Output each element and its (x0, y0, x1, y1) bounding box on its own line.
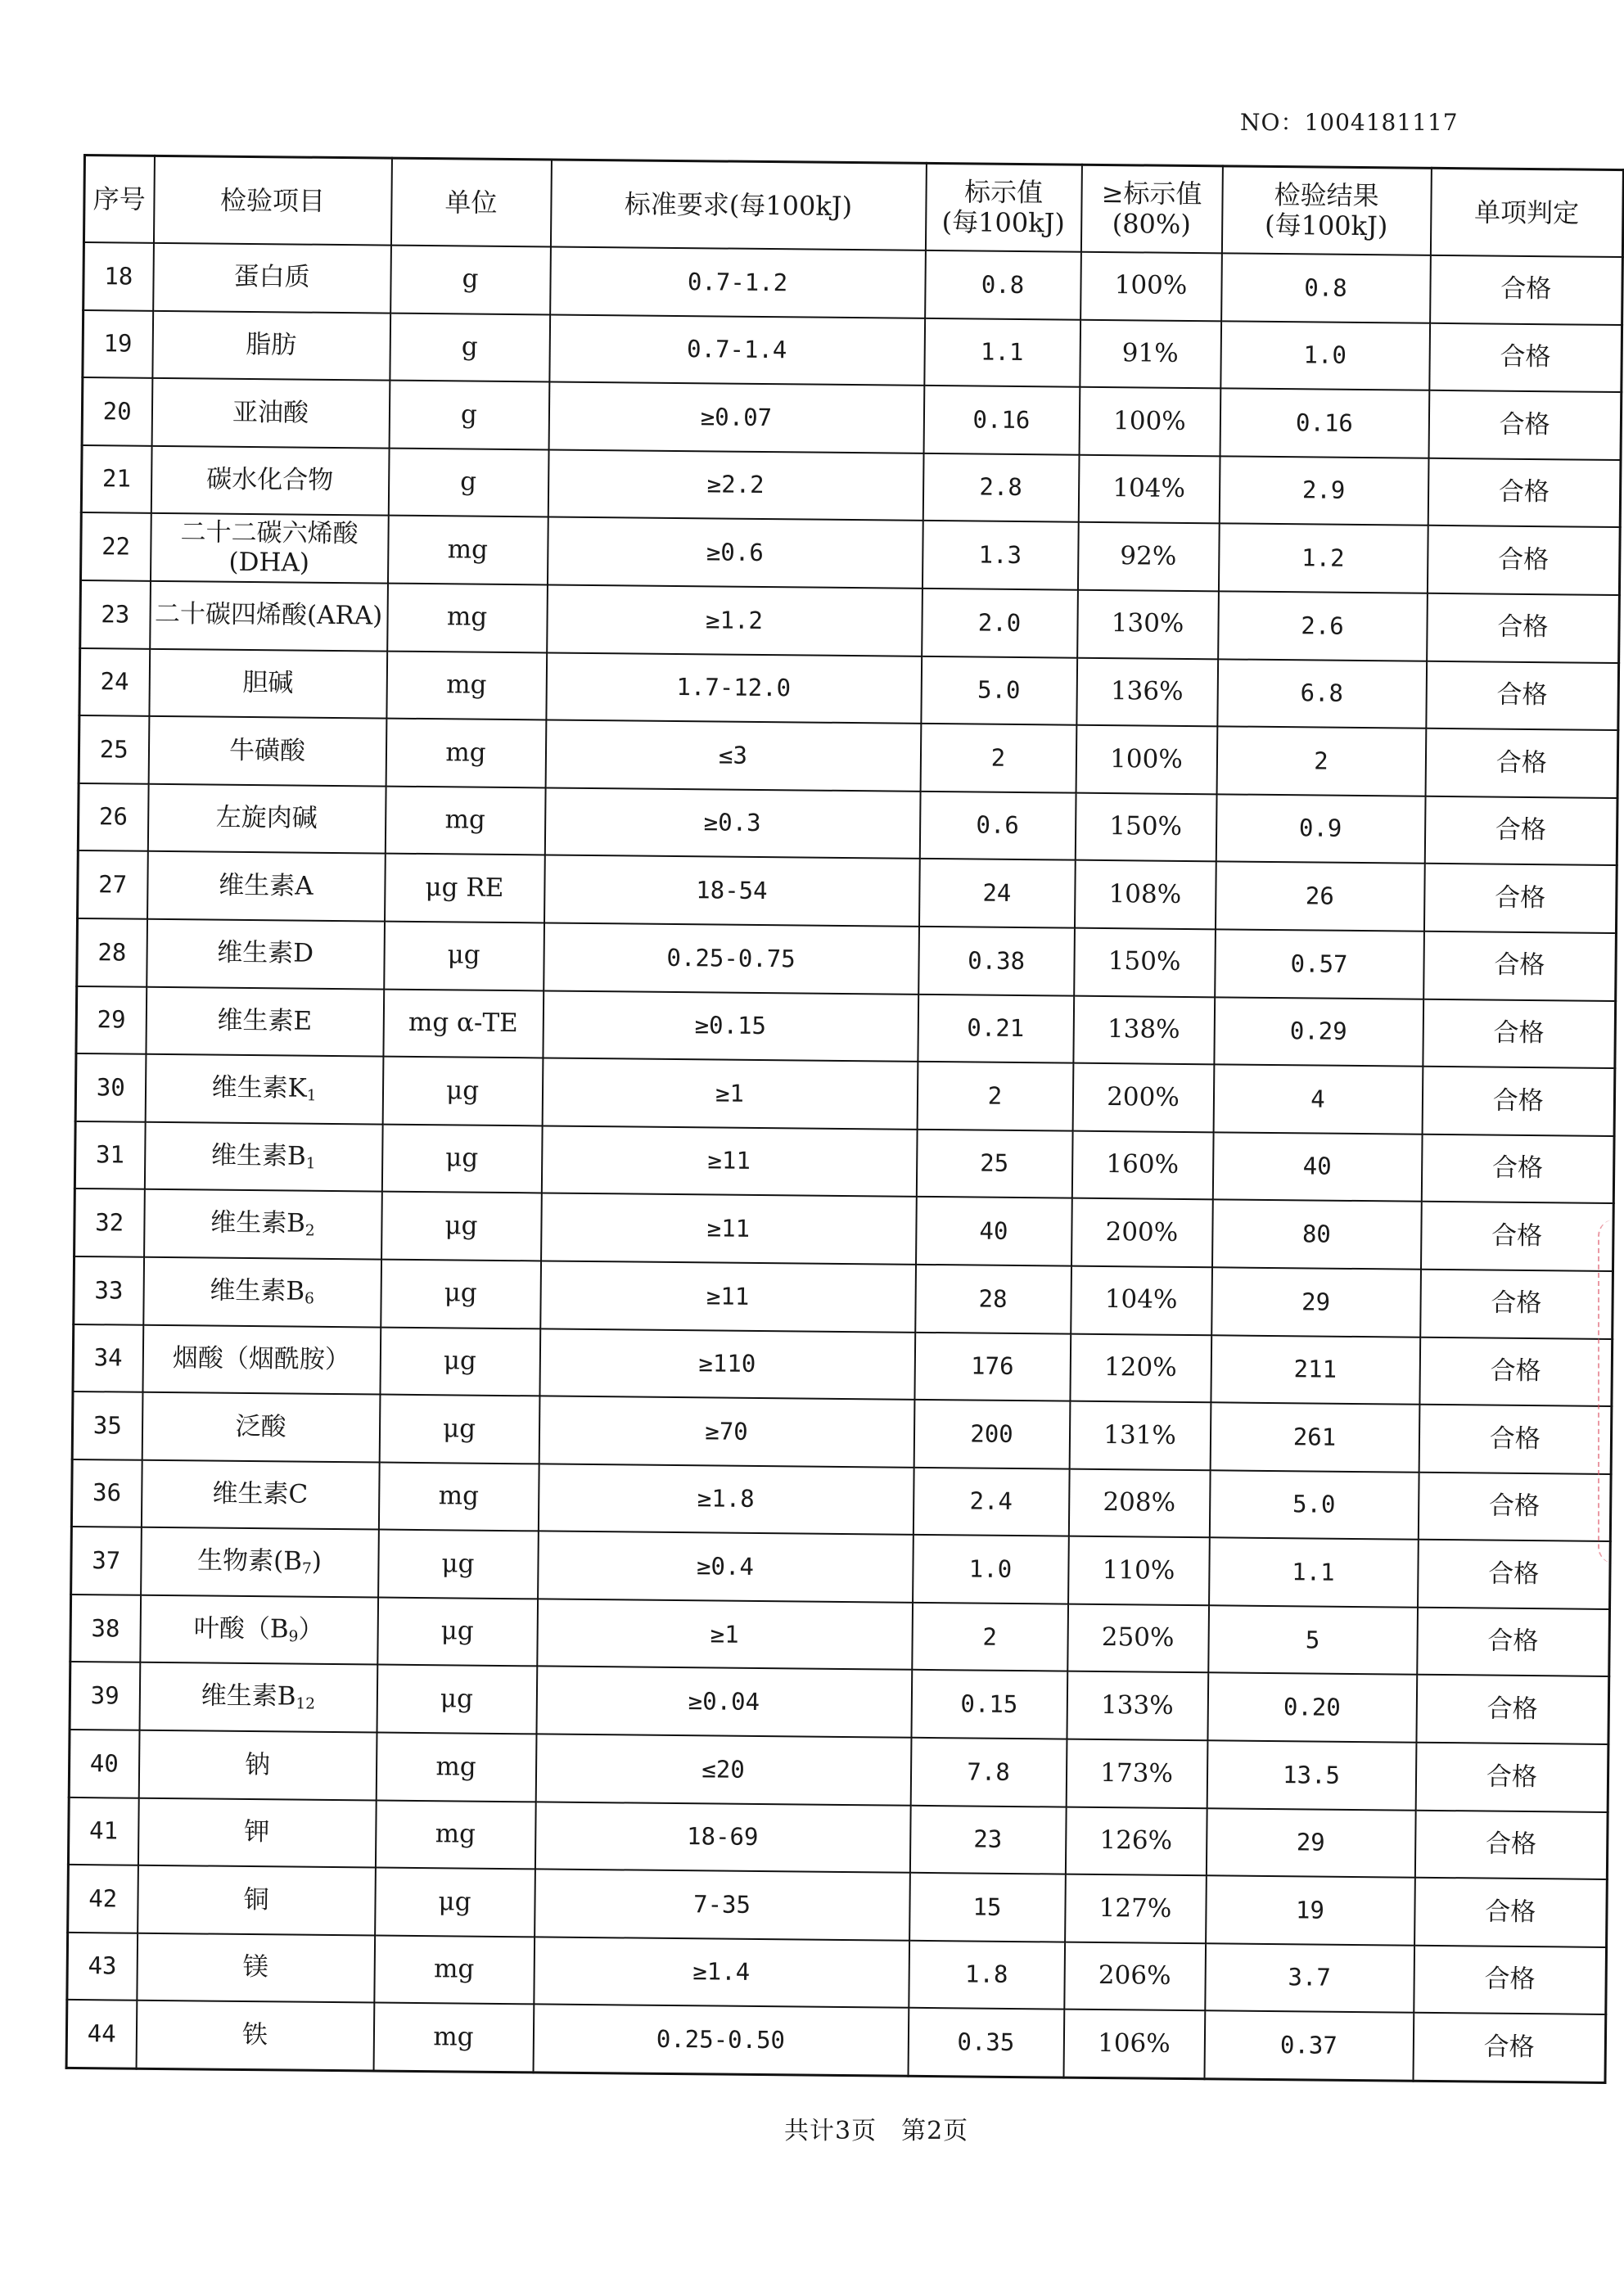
row-item (141, 1527, 379, 1597)
row-item (138, 1798, 376, 1867)
row-standard: ≥0.15 (543, 990, 918, 1062)
item-name: 胆碱 (242, 667, 294, 698)
row-result: 261 (1210, 1402, 1419, 1472)
row-item (151, 378, 390, 448)
row-result: 0.8 (1221, 253, 1431, 323)
row-ge-percent: 136% (1076, 657, 1218, 726)
row-ge-percent: 208% (1068, 1468, 1210, 1537)
row-result: 0.37 (1204, 2011, 1414, 2082)
row-ge-percent: 126% (1065, 1807, 1207, 1875)
row-item (151, 446, 389, 516)
row-result: 0.57 (1215, 929, 1424, 999)
row-result: 5.0 (1209, 1470, 1419, 1540)
row-seq: 31 (74, 1121, 145, 1189)
row-unit: μg RE (385, 854, 545, 922)
row-seq: 19 (83, 310, 153, 378)
item-name: 叶酸（B (193, 1613, 289, 1644)
row-item (147, 784, 386, 854)
row-label-value: 1.8 (909, 1941, 1065, 2010)
row-result: 0.16 (1220, 389, 1429, 458)
item-name: 维生素C (212, 1478, 309, 1509)
row-ge-percent: 108% (1074, 860, 1216, 929)
row-label-value: 15 (909, 1873, 1066, 1942)
table-row (66, 2000, 1606, 2082)
item-name: 二十碳四烯酸(ARA) (154, 599, 383, 631)
row-ge-percent: 130% (1077, 590, 1219, 659)
row-result: 2.6 (1218, 591, 1428, 661)
row-judgement: 合格 (1414, 1878, 1608, 1947)
row-standard: 7-35 (535, 1870, 910, 1941)
row-judgement: 合格 (1419, 1337, 1613, 1406)
row-unit: μg (375, 1868, 535, 1937)
row-standard: ≥1.2 (547, 584, 923, 656)
row-judgement: 合格 (1423, 999, 1616, 1068)
row-judgement: 合格 (1428, 458, 1621, 528)
row-judgement: 合格 (1426, 661, 1619, 730)
row-item (140, 1595, 378, 1665)
item-subscript: 1 (305, 1154, 316, 1172)
row-label-value: 2 (912, 1603, 1068, 1671)
row-ge-percent: 250% (1067, 1604, 1209, 1673)
row-seq: 20 (82, 377, 152, 445)
row-seq: 30 (75, 1053, 146, 1121)
row-judgement: 合格 (1427, 593, 1620, 663)
row-ge-percent: 200% (1071, 1198, 1213, 1267)
row-ge-percent: 100% (1080, 252, 1222, 321)
row-unit: g (390, 246, 551, 314)
row-label-value: 2.4 (913, 1467, 1069, 1536)
row-seq: 37 (71, 1527, 142, 1595)
header-seq: 序号 (83, 156, 154, 243)
row-item (148, 716, 386, 786)
row-ge-percent: 91% (1080, 319, 1221, 388)
item-subscript: 1 (306, 1087, 317, 1105)
row-ge-percent: 100% (1076, 725, 1217, 794)
current-page: 第2页 (901, 2117, 969, 2145)
item-name: 二十二碳六烯酸 (DHA) (180, 517, 359, 578)
row-ge-percent: 138% (1073, 995, 1215, 1064)
header-unit: 单位 (390, 158, 551, 246)
header-standard: 标准要求(每100kJ) (550, 160, 926, 250)
row-standard: ≥110 (539, 1328, 915, 1400)
row-item (139, 1662, 377, 1732)
row-result: 2 (1216, 726, 1426, 796)
row-seq: 36 (71, 1459, 142, 1527)
header-ge-label: ≥标示值 (80%) (1080, 165, 1222, 253)
header-label-value: 标示值 (每100kJ) (925, 163, 1081, 251)
row-unit: mg (378, 1462, 539, 1531)
item-name: 泛酸 (235, 1411, 286, 1442)
row-label-value: 0.38 (918, 927, 1075, 995)
row-ge-percent: 127% (1065, 1874, 1207, 1943)
item-name: 左旋肉碱 (215, 802, 318, 833)
row-label-value: 23 (909, 1805, 1066, 1874)
row-standard: ≤20 (535, 1734, 911, 1805)
row-seq: 35 (72, 1392, 142, 1459)
item-name: 镁 (242, 1952, 268, 1982)
row-standard: ≥1.4 (534, 1937, 909, 2008)
row-seq: 38 (70, 1595, 141, 1662)
row-label-value: 7.8 (910, 1738, 1067, 1807)
row-judgement: 合格 (1415, 1743, 1608, 1812)
row-judgement: 合格 (1419, 1405, 1612, 1474)
row-judgement: 合格 (1420, 1270, 1613, 1339)
row-judgement: 合格 (1414, 1810, 1608, 1879)
row-label-value: 2.8 (923, 453, 1079, 522)
row-ge-percent: 106% (1063, 2010, 1205, 2079)
item-tail: ) (311, 1546, 323, 1577)
page-footer (784, 2110, 993, 2146)
row-label-value: 0.35 (908, 2008, 1064, 2077)
row-judgement: 合格 (1429, 323, 1622, 392)
row-ge-percent: 150% (1075, 792, 1216, 861)
row-seq: 34 (73, 1324, 143, 1392)
item-name: 维生素D (217, 938, 314, 969)
item-subscript: 7 (301, 1560, 312, 1578)
row-result: 3.7 (1205, 1943, 1414, 2013)
row-standard: 0.7-1.4 (549, 314, 925, 386)
row-result: 1.2 (1218, 524, 1428, 593)
row-unit: μg (384, 922, 544, 990)
row-seq: 23 (80, 580, 151, 648)
row-result: 0.9 (1216, 794, 1425, 864)
row-item (144, 1189, 382, 1259)
row-seq: 25 (79, 715, 149, 783)
row-unit: μg (382, 1057, 543, 1125)
row-ge-percent: 133% (1067, 1671, 1208, 1740)
row-result: 2.9 (1219, 456, 1428, 526)
row-seq: 42 (68, 1865, 138, 1933)
row-seq: 29 (76, 986, 147, 1053)
row-result: 4 (1213, 1064, 1423, 1134)
item-subscript: 12 (295, 1695, 316, 1713)
row-standard: 18-69 (535, 1802, 910, 1873)
row-unit: g (390, 313, 550, 381)
row-label-value: 0.8 (925, 250, 1081, 319)
row-item (150, 513, 388, 583)
row-item (144, 1121, 382, 1191)
row-unit: mg (387, 516, 548, 584)
row-unit: μg (379, 1395, 539, 1464)
row-standard: 1.7-12.0 (546, 652, 922, 724)
row-standard: ≥11 (541, 1125, 917, 1197)
row-unit: g (388, 448, 548, 516)
total-pages: 共计3页 (784, 2117, 877, 2145)
item-name: 铜 (243, 1884, 269, 1915)
row-unit: mg (376, 1733, 536, 1802)
row-label-value: 1.1 (924, 318, 1080, 386)
item-tail: ） (298, 1614, 324, 1644)
row-result: 211 (1211, 1335, 1420, 1405)
row-standard: 0.25-0.50 (533, 2005, 909, 2076)
row-ge-percent: 200% (1072, 1063, 1214, 1132)
row-seq: 41 (68, 1798, 138, 1865)
row-item (146, 986, 384, 1056)
inspection-table-wrapper (65, 154, 1622, 2084)
row-judgement: 合格 (1422, 1067, 1615, 1136)
document-number: NO：1004181117 (1240, 109, 1459, 136)
row-result: 1.0 (1220, 321, 1430, 390)
row-standard: ≥0.3 (544, 787, 920, 859)
row-result: 40 (1212, 1132, 1422, 1202)
row-seq: 22 (80, 512, 151, 580)
row-judgement: 合格 (1428, 390, 1622, 460)
item-subscript: 2 (304, 1222, 315, 1240)
row-label-value: 2 (917, 1062, 1073, 1130)
row-judgement: 合格 (1417, 1608, 1610, 1677)
row-ge-percent: 92% (1077, 522, 1219, 591)
row-label-value: 1.0 (913, 1535, 1069, 1604)
row-unit: μg (378, 1530, 539, 1599)
row-judgement: 合格 (1418, 1540, 1611, 1609)
row-item (145, 1054, 383, 1124)
row-standard: ≥0.4 (538, 1531, 914, 1603)
row-standard: ≥0.6 (547, 517, 923, 589)
row-judgement: 合格 (1425, 728, 1618, 798)
row-seq: 21 (81, 445, 151, 513)
item-name: 生物素(B (196, 1545, 303, 1577)
row-unit: mg (387, 584, 548, 652)
seal-stamp-edge (1598, 1220, 1624, 1563)
row-judgement: 合格 (1413, 2013, 1606, 2082)
row-item (138, 1865, 376, 1935)
row-result: 29 (1206, 1808, 1415, 1878)
row-unit: μg (377, 1665, 537, 1734)
row-result: 26 (1215, 862, 1424, 931)
row-item (147, 919, 385, 989)
row-unit: μg (377, 1597, 538, 1666)
item-name: 碳水化合物 (206, 464, 334, 496)
row-ge-percent: 173% (1066, 1739, 1207, 1808)
row-ge-percent: 120% (1070, 1333, 1211, 1402)
item-name: 维生素E (217, 1005, 313, 1036)
row-label-value: 5.0 (921, 656, 1077, 724)
row-item (153, 243, 391, 313)
row-unit: mg (386, 719, 546, 787)
row-seq: 18 (83, 242, 154, 310)
row-standard: 0.25-0.75 (544, 922, 919, 994)
row-ge-percent: 104% (1071, 1266, 1212, 1335)
row-ge-percent: 206% (1064, 1942, 1206, 2010)
row-seq: 26 (78, 783, 148, 851)
row-item (136, 2001, 374, 2071)
row-unit: μg (381, 1192, 542, 1261)
header-result: 检验结果 (每100kJ) (1221, 166, 1431, 255)
row-item (142, 1392, 380, 1462)
row-judgement: 合格 (1430, 255, 1623, 325)
row-seq: 28 (77, 918, 147, 986)
row-item (138, 1730, 377, 1800)
row-result: 5 (1208, 1605, 1418, 1675)
row-label-value: 2.0 (922, 589, 1078, 657)
item-name: 钾 (244, 1817, 270, 1847)
row-seq: 44 (66, 2000, 137, 2068)
row-unit: mg α-TE (383, 989, 544, 1058)
row-judgement: 合格 (1421, 1134, 1614, 1203)
row-seq: 32 (74, 1189, 145, 1256)
row-label-value: 0.16 (923, 386, 1080, 454)
row-unit: mg (373, 2003, 534, 2073)
row-label-value: 40 (916, 1197, 1072, 1265)
item-name: 维生素B (210, 1275, 305, 1306)
row-item (147, 851, 386, 921)
row-label-value: 0.21 (918, 994, 1074, 1062)
row-item (149, 648, 387, 718)
row-ge-percent: 104% (1078, 454, 1220, 523)
row-standard: 18-54 (544, 855, 920, 927)
table-body (66, 242, 1622, 2082)
header-judgement: 单项判定 (1430, 168, 1623, 257)
row-item (137, 1933, 375, 2003)
row-judgement: 合格 (1423, 864, 1617, 933)
item-name: 铁 (241, 2019, 268, 2050)
row-standard: ≥11 (540, 1261, 916, 1332)
inspection-results-table (65, 154, 1624, 2084)
row-seq: 33 (74, 1256, 144, 1324)
item-subscript: 9 (288, 1627, 299, 1645)
row-seq: 24 (79, 648, 150, 716)
row-standard: ≥70 (539, 1396, 914, 1468)
item-name: 牛磺酸 (228, 735, 306, 766)
row-judgement: 合格 (1427, 526, 1620, 595)
item-name: 亚油酸 (232, 397, 309, 428)
row-standard: ≥11 (541, 1193, 917, 1265)
row-item (143, 1257, 381, 1327)
row-label-value: 0.15 (911, 1670, 1067, 1739)
row-unit: μg (381, 1124, 542, 1193)
row-label-value: 25 (916, 1130, 1072, 1198)
row-label-value: 1.3 (922, 521, 1078, 589)
row-judgement: 合格 (1424, 796, 1617, 866)
table-header-row (83, 156, 1623, 258)
row-item (150, 581, 388, 651)
row-unit: mg (375, 1800, 535, 1869)
row-item (152, 310, 390, 380)
row-result: 19 (1206, 1876, 1415, 1946)
row-standard: ≥1.8 (538, 1464, 914, 1535)
row-result: 80 (1212, 1200, 1422, 1270)
row-judgement: 合格 (1414, 1946, 1607, 2015)
row-unit: mg (386, 651, 547, 719)
row-label-value: 176 (914, 1332, 1071, 1401)
item-subscript: 6 (304, 1289, 315, 1308)
row-ge-percent: 110% (1068, 1536, 1210, 1605)
row-item (142, 1324, 381, 1394)
row-unit: mg (374, 1935, 535, 2004)
row-unit: μg (380, 1327, 540, 1396)
row-seq: 27 (78, 850, 148, 918)
row-standard: ≥0.07 (548, 382, 924, 453)
row-seq: 40 (69, 1730, 139, 1798)
row-seq: 43 (67, 1933, 138, 2001)
row-ge-percent: 131% (1069, 1401, 1211, 1470)
item-name: 维生素B (201, 1680, 296, 1712)
row-judgement: 合格 (1416, 1675, 1609, 1744)
row-label-value: 28 (915, 1265, 1071, 1333)
row-label-value: 200 (914, 1400, 1070, 1468)
row-unit: g (389, 381, 549, 449)
row-seq: 39 (70, 1662, 140, 1730)
row-judgement: 合格 (1423, 931, 1617, 1001)
row-standard: ≥0.04 (536, 1667, 912, 1738)
row-result: 0.29 (1214, 997, 1423, 1067)
item-name: 钠 (244, 1749, 271, 1780)
item-name: 维生素K (211, 1072, 307, 1103)
row-ge-percent: 160% (1071, 1130, 1213, 1199)
row-standard: ≥2.2 (548, 449, 923, 521)
row-unit: μg (381, 1259, 541, 1328)
item-name: 维生素A (219, 870, 314, 901)
row-ge-percent: 150% (1074, 928, 1216, 997)
row-judgement: 合格 (1420, 1202, 1613, 1271)
row-label-value: 24 (918, 859, 1075, 927)
item-name: 烟酸（烟酰胺） (172, 1343, 351, 1375)
row-label-value: 0.6 (919, 792, 1076, 860)
row-label-value: 2 (920, 724, 1076, 792)
row-judgement: 合格 (1418, 1472, 1611, 1541)
row-result: 6.8 (1217, 659, 1427, 728)
row-standard: ≥1 (537, 1599, 913, 1670)
item-name: 维生素B (210, 1140, 306, 1171)
header-item: 检验项目 (153, 156, 391, 245)
row-result: 13.5 (1207, 1740, 1416, 1810)
item-name: 维生素B (210, 1207, 306, 1238)
row-standard: ≤3 (545, 720, 921, 792)
row-standard: 0.7-1.2 (550, 246, 926, 318)
item-name: 蛋白质 (233, 262, 310, 293)
row-result: 29 (1211, 1267, 1421, 1337)
row-ge-percent: 100% (1079, 387, 1220, 456)
row-result: 0.20 (1207, 1673, 1417, 1743)
row-item (141, 1459, 379, 1529)
row-standard: ≥1 (542, 1058, 918, 1130)
row-result: 1.1 (1209, 1538, 1419, 1608)
row-unit: mg (385, 786, 545, 855)
item-name: 脂肪 (246, 329, 297, 360)
